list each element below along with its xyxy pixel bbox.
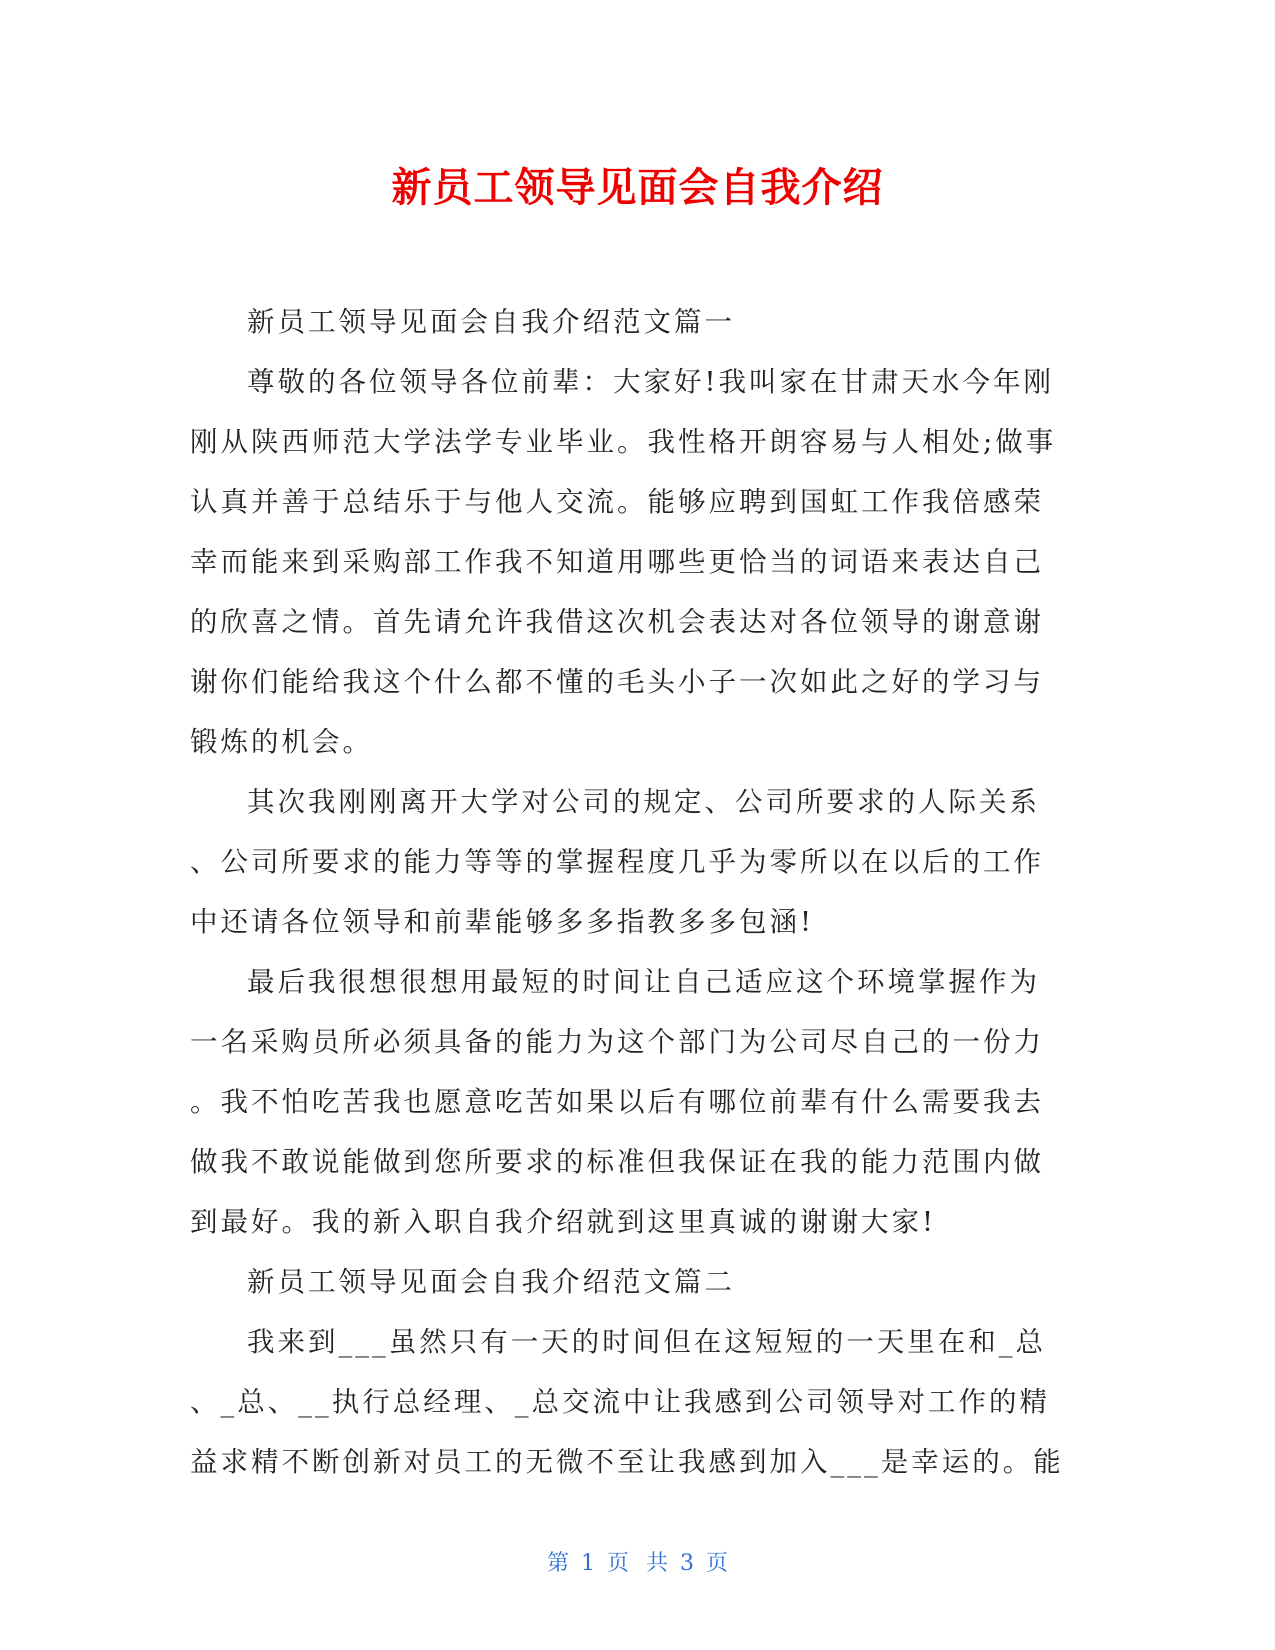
line-15: 做我不敢说能做到您所要求的标准但我保证在我的能力范围内做 xyxy=(190,1146,1044,1178)
line-18: 我来到___虽然只有一天的时间但在这短短的一天里在和_总 xyxy=(247,1326,1046,1358)
line-10: 、公司所要求的能力等等的掌握程度几乎为零所以在以后的工作 xyxy=(190,846,1044,878)
line-20: 益求精不断创新对员工的无微不至让我感到加入___是幸运的。能 xyxy=(190,1446,1064,1478)
line-1: 新员工领导见面会自我介绍范文篇一 xyxy=(247,306,735,338)
footer-label-end: 页 xyxy=(706,1551,729,1576)
line-5: 幸而能来到采购部工作我不知道用哪些更恰当的词语来表达自己 xyxy=(190,546,1044,578)
line-12: 最后我很想很想用最短的时间让自己适应这个环境掌握作为 xyxy=(247,966,1040,998)
line-8: 锻炼的机会。 xyxy=(190,726,373,758)
line-2: 尊敬的各位领导各位前辈：大家好!我叫家在甘肃天水今年刚 xyxy=(247,366,1055,398)
line-4: 认真并善于总结乐于与他人交流。能够应聘到国虹工作我倍感荣 xyxy=(190,486,1044,518)
footer-label-of: 页 共 xyxy=(607,1551,668,1576)
page-footer xyxy=(0,1548,1275,1580)
line-6: 的欣喜之情。首先请允许我借这次机会表达对各位领导的谢意谢 xyxy=(190,606,1044,638)
line-3: 刚从陕西师范大学法学专业毕业。我性格开朗容易与人相处;做事 xyxy=(190,426,1057,458)
line-11: 中还请各位领导和前辈能够多多指教多多包涵! xyxy=(190,906,815,938)
footer-label-page: 第 xyxy=(546,1551,569,1576)
document-body xyxy=(190,292,1085,1492)
page-title: 新员工领导见面会自我介绍 xyxy=(391,165,884,211)
line-17: 新员工领导见面会自我介绍范文篇二 xyxy=(247,1266,735,1298)
footer-current-page: 1 xyxy=(581,1551,595,1576)
line-16: 到最好。我的新入职自我介绍就到这里真诚的谢谢大家! xyxy=(190,1206,937,1238)
line-14: 。我不怕吃苦我也愿意吃苦如果以后有哪位前辈有什么需要我去 xyxy=(190,1086,1044,1118)
line-9: 其次我刚刚离开大学对公司的规定、公司所要求的人际关系 xyxy=(247,786,1040,818)
footer-total-pages: 3 xyxy=(680,1551,694,1576)
line-13: 一名采购员所必须具备的能力为这个部门为公司尽自己的一份力 xyxy=(190,1026,1044,1058)
line-7: 谢你们能给我这个什么都不懂的毛头小子一次如此之好的学习与 xyxy=(190,666,1044,698)
line-19: 、_总、__执行总经理、_总交流中让我感到公司领导对工作的精 xyxy=(190,1386,1050,1418)
